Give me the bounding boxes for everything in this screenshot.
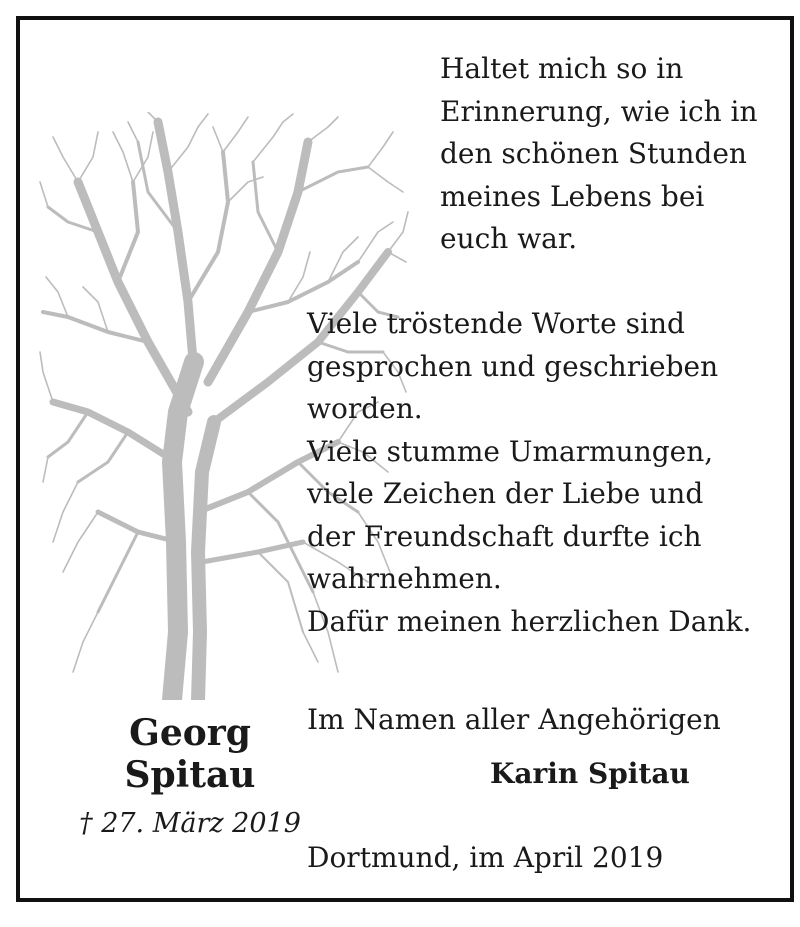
obituary-frame [16,16,794,902]
quote-line: Erinnerung, wie ich in [440,94,758,128]
quote-line: Haltet mich so in [440,52,684,85]
quote-line: euch war. [440,222,578,255]
place-date: Dortmund, im April 2019 [307,841,664,874]
thanks-line: viele Zeichen der Liebe und [307,477,704,510]
on-behalf-line: Im Namen aller Angehörigen [307,703,721,736]
death-date: † 27. März 2019 [79,808,301,839]
thanks-line: Viele tröstende Worte sind [307,307,685,340]
thanks-line: Viele stumme Umarmungen, [307,434,714,468]
signer-name: Karin Spitau [490,757,690,790]
thanks-line: gesprochen und geschrieben [307,349,719,383]
thanks-line: worden. [307,392,423,425]
memorial-quote [440,48,770,261]
quote-line: den schönen Stunden [440,137,747,170]
thank-you-text [307,303,777,643]
thanks-line: der Freundschaft durfte ich [307,519,702,553]
quote-line: meines Lebens bei [440,179,705,213]
thanks-line: Dafür meinen herzlichen Dank. [307,604,752,638]
deceased-first-name: Georg [129,712,251,754]
thanks-line: wahrnehmen. [307,562,502,595]
deceased-last-name: Spitau [124,754,256,796]
deceased-block [40,712,340,842]
